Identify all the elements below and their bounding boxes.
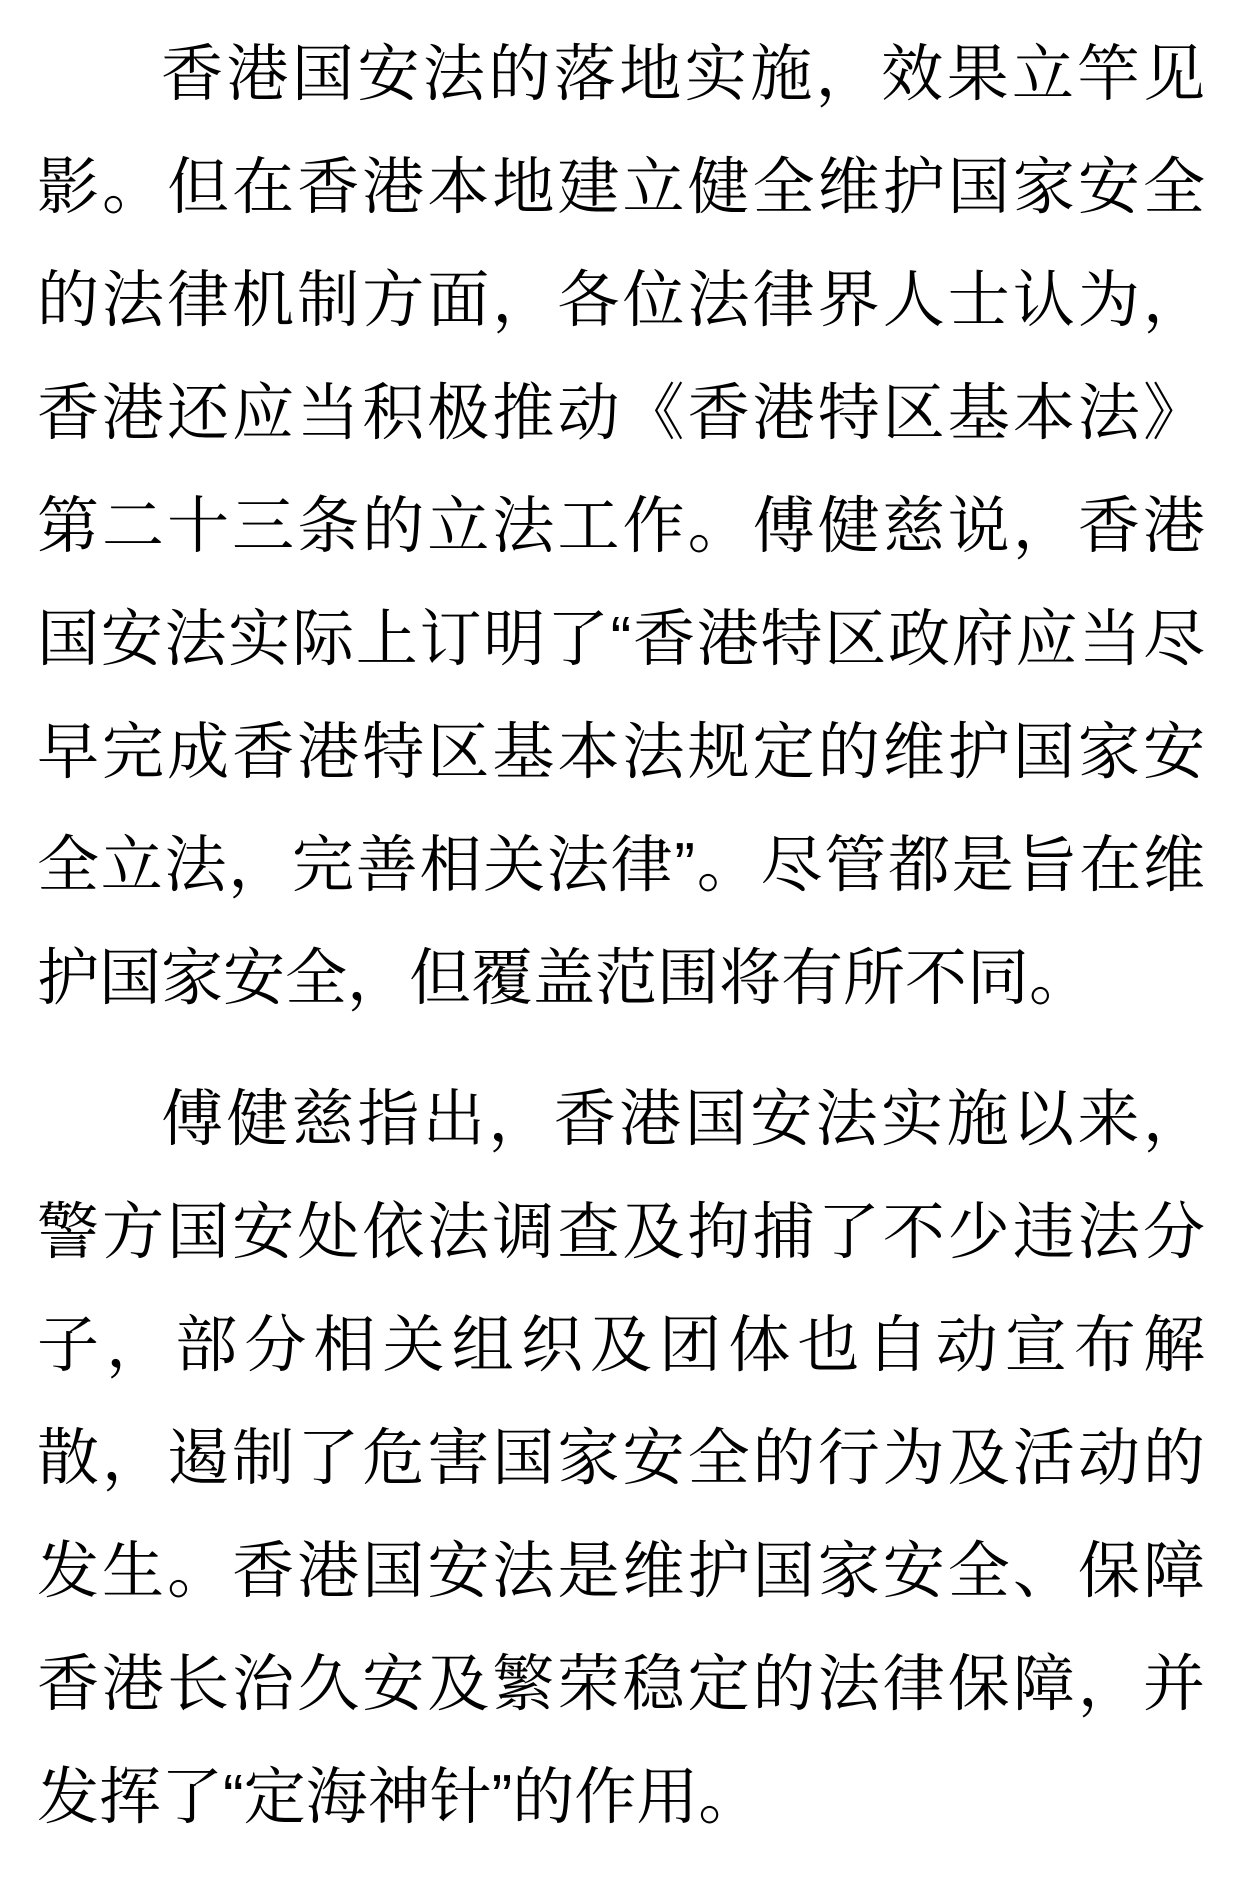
paragraph-2: 傅健慈指出，香港国安法实施以来，警方国安处依法调查及拘捕了不少违法分子，部分相关组织及团体也自动宣布解散，遏制了危害国家安全的行为及活动的发生。香港国安法是维护国家安全、保障香港长治久安及繁荣稳定的法律保障，并发挥了“定海神针”的作用。 xyxy=(37,1085,1205,1832)
paragraph-1: 香港国安法的落地实施，效果立竿见影。但在香港本地建立健全维护国家安全的法律机制方面，各位法律界人士认为，香港还应当积极推动《香港特区基本法》第二十三条的立法工作。傅健慈说，香港国安法实际上订明了“香港特区政府应当尽早完成香港特区基本法规定的维护国家安全立法，完善相关法律”。尽管都是旨在维护国家安全，但覆盖范围将有所不同。 xyxy=(37,40,1205,1013)
